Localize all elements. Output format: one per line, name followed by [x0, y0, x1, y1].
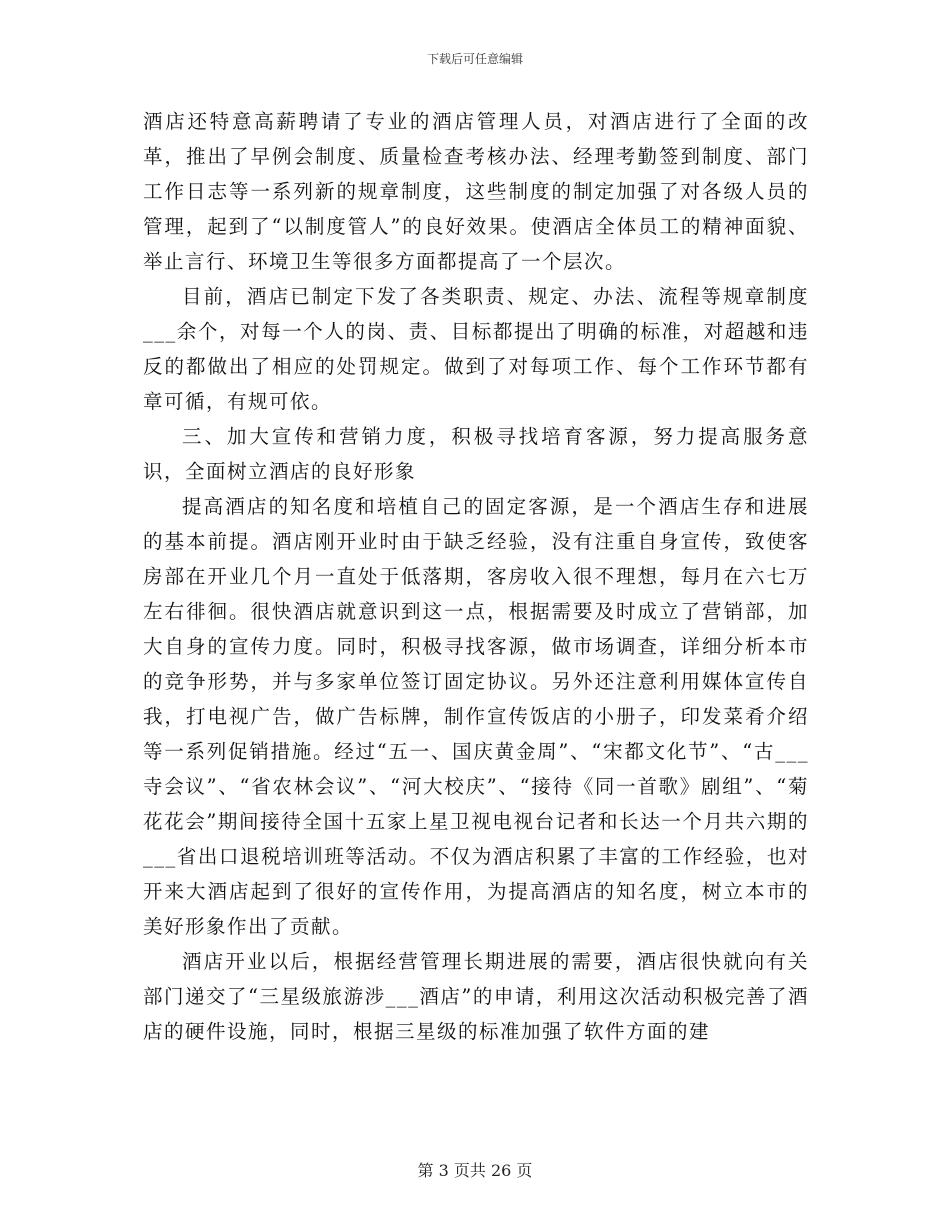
page-header: 下载后可任意编辑 — [426, 52, 523, 66]
page-footer-number: 第 3 页共 26 页 — [417, 1161, 533, 1180]
paragraph-star-rating: 酒店开业以后，根据经营管理长期进展的需要，酒店很快就向有关部门递交了“三星级旅游涉___酒店”的申请，利用这次活动积极完善了酒店的硬件设施，同时，根据三星级的标准加强了软件方面的建 — [143, 950, 809, 1043]
document-body — [143, 104, 809, 1049]
section-heading-marketing: 三、加大宣传和营销力度，积极寻找培育客源，努力提高服务意识，全面树立酒店的良好形象 — [143, 425, 809, 483]
paragraph-regulations: 目前，酒店已制定下发了各类职责、规定、办法、流程等规章制度___余个，对每一个人的岗、责、目标都提出了明确的标准，对超越和违反的都做出了相应的处罚规定。做到了对每项工作、每个工作环节都有章可循，有规可依。 — [143, 285, 809, 413]
paragraph-management-reform: 酒店还特意高薪聘请了专业的酒店管理人员，对酒店进行了全面的改革，推出了早例会制度、质量检查考核办法、经理考勤签到制度、部门工作日志等一系列新的规章制度，这些制度的制定加强了对各级人员的管理，起到了“以制度管人”的良好效果。使酒店全体员工的精神面貌、举止言行、环境卫生等很多方面都提高了一个层次。 — [143, 110, 809, 273]
paragraph-marketing: 提高酒店的知名度和培植自己的固定客源，是一个酒店生存和进展的基本前提。酒店刚开业时由于缺乏经验，没有注重自身宣传，致使客房部在开业几个月一直处于低落期，客房收入很不理想，每月在六七万左右徘徊。很快酒店就意识到这一点，根据需要及时成立了营销部，加大自身的宣传力度。同时，积极寻找客源，做市场调查，详细分析本市的竞争形势，并与多家单位签订固定协议。另外还注意利用媒体宣传自我，打电视广告，做广告标牌，制作宣传饭店的小册子，印发菜肴介绍等一系列促销措施。经过“五一、国庆黄金周”、“宋都文化节”、“古___寺会议”、“省农林会议”、“河大校庆”、“接待《同一首歌》剧组”、“菊花花会”期间接待全国十五家上星卫视电视台记者和长达一个月共六期的___省出口退税培训班等活动。不仅为酒店积累了丰富的工作经验，也对开来大酒店起到了很好的宣传作用，为提高酒店的知名度，树立本市的美好形象作出了贡献。 — [143, 495, 809, 938]
